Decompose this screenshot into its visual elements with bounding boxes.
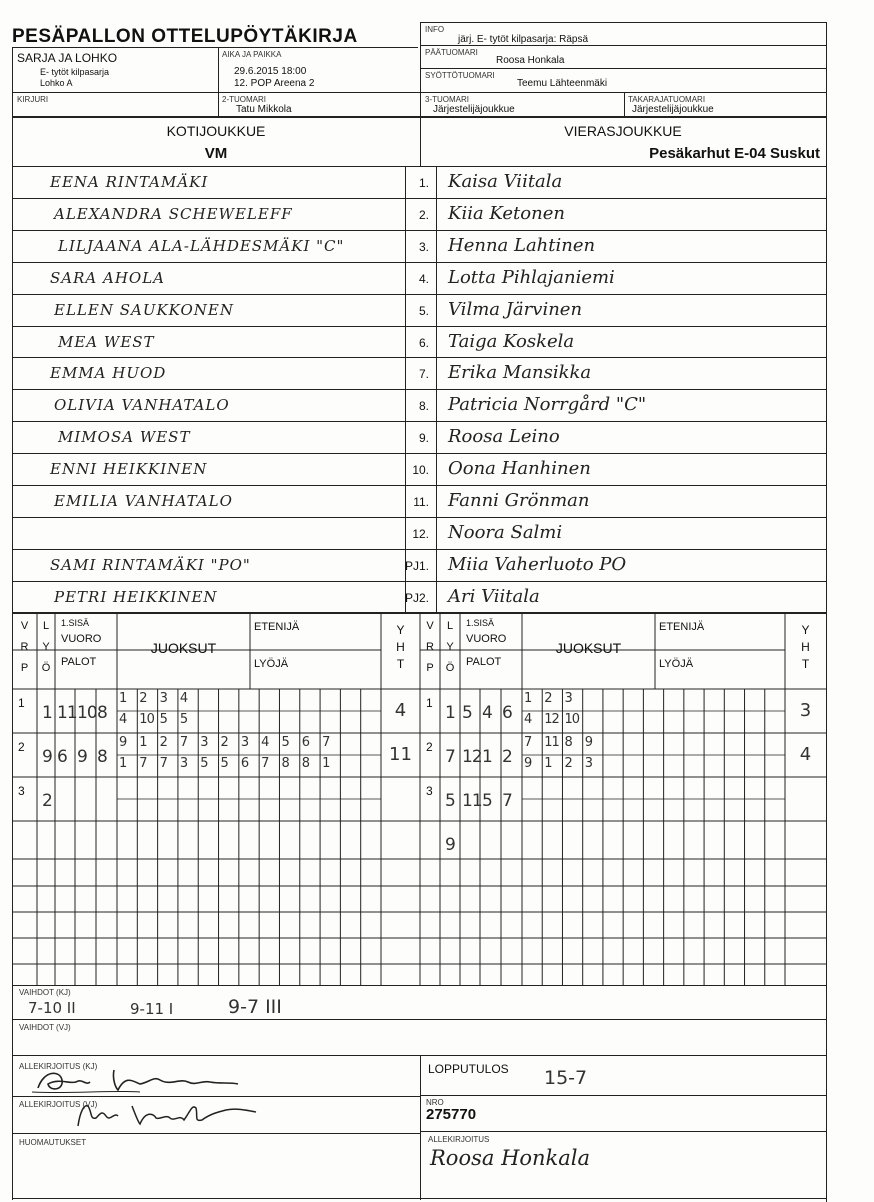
palot-entry: 11 (57, 703, 77, 723)
home-player-name: EMMA HUOD (50, 364, 167, 383)
run-bottom-entry: 10 (564, 712, 579, 727)
run-bottom-entry: 3 (584, 756, 592, 771)
nro-label: NRO (426, 1098, 444, 1107)
run-top-entry: 3 (159, 691, 167, 706)
run-top-entry: 7 (322, 735, 330, 750)
run-bottom-entry: 3 (179, 756, 188, 771)
inside-header: 1.SISÄ (61, 618, 90, 628)
run-top-entry: 11 (544, 735, 559, 750)
row-number: PJ2. (404, 590, 429, 605)
main-umpire-label: PÄÄTUOMARI (425, 48, 478, 57)
sub-entry: 9-11 I (130, 1000, 174, 1018)
home-player-name: ENNI HEIKKINEN (50, 460, 208, 479)
away-player-name: Erika Mansikka (448, 362, 592, 384)
nro-value: 275770 (426, 1106, 477, 1123)
away-player-name: Noora Salmi (448, 521, 563, 543)
sub-entry: 7-10 II (28, 999, 76, 1017)
divider (12, 1133, 420, 1134)
run-top-entry: 9 (119, 735, 127, 750)
away-player-name: Roosa Leino (448, 426, 560, 448)
palot-header: PALOT (466, 656, 502, 668)
lyo-header: L (42, 620, 50, 632)
run-top-entry: 6 (301, 735, 310, 750)
palot-entry: 5 (462, 703, 472, 723)
palot-entry: 6 (502, 703, 512, 723)
away-player-name: Kiia Ketonen (448, 202, 565, 224)
run-top-entry: 2 (544, 691, 552, 706)
run-top-entry: 2 (220, 735, 228, 750)
home-player-name: PETRI HEIKKINEN (54, 587, 218, 606)
yht-header: H (801, 640, 810, 654)
away-player-name: Miia Vaherluoto PO (448, 553, 627, 575)
palot-entry: 9 (77, 747, 87, 767)
back-umpire-value: Järjestelijäjoukkue (632, 104, 714, 115)
away-team-name: Pesäkarhut E-04 Suskut (649, 145, 820, 162)
away-player-name: Oona Hanhinen (448, 458, 591, 480)
away-player-name: Henna Lahtinen (448, 234, 596, 256)
info-value: järj. E- tytöt kilpasarja: Räpsä (458, 34, 589, 45)
palot-entry: 8 (97, 703, 107, 723)
row-number: 2. (418, 207, 429, 222)
back-umpire-label: TAKARAJATUOMARI (628, 95, 706, 104)
run-top-entry: 9 (584, 735, 592, 750)
palot-entry: 5 (482, 791, 492, 811)
away-player-name: Taiga Koskela (448, 330, 575, 352)
signature-away (70, 1098, 290, 1132)
run-bottom-entry: 1 (544, 756, 552, 771)
run-bottom-entry: 7 (261, 756, 269, 771)
sign-away-label: ALLEKIRJOITUS (VJ) (19, 1100, 98, 1109)
run-top-entry: 7 (524, 735, 532, 750)
run-top-entry: 3 (564, 691, 572, 706)
home-team-name: VM (204, 145, 228, 162)
row-number: 5. (418, 303, 429, 318)
row-number: 11. (413, 495, 429, 509)
inning-lyo: 1 (42, 703, 53, 723)
home-team-label: KOTIJOUKKUE (166, 123, 266, 139)
palot-entry: 6 (57, 747, 67, 767)
palot-entry: 7 (502, 791, 512, 811)
away-player-name: Ari Viitala (448, 585, 540, 607)
home-player-name: SAMI RINTAMÄKI "PO" (50, 555, 251, 574)
yht-header: T (396, 657, 405, 671)
row-number: 12. (412, 526, 429, 541)
row-number: 3. (418, 239, 429, 254)
home-player-name: ALEXANDRA SCHEWELEFF (54, 204, 293, 223)
row-number: PJ1. (404, 558, 429, 573)
inning-lyo: 9 (445, 835, 456, 855)
notes-label: HUOMAUTUKSET (19, 1138, 87, 1147)
lyoja-header: LYÖJÄ (659, 658, 694, 670)
away-player-name: Vilma Järvinen (448, 298, 583, 320)
inside-header: 1.SISÄ (466, 618, 495, 628)
umpire3-value: Järjestelijäjoukkue (433, 104, 515, 115)
inning-number: 3 (426, 784, 433, 798)
home-player-name: LILJAANA ALA-LÄHDESMÄKI "C" (58, 236, 345, 255)
umpire2-label: 2-TUOMARI (222, 95, 266, 104)
run-top-entry: 7 (179, 735, 188, 750)
juoksut-header: JUOKSUT (555, 640, 622, 656)
inning-lyo: 5 (445, 791, 456, 811)
form-title: PESÄPALLON OTTELUPÖYTÄKIRJA (12, 26, 358, 47)
palot-entry: 2 (502, 747, 512, 767)
run-top-entry: 3 (240, 735, 249, 750)
divider (12, 1055, 826, 1056)
run-top-entry: 5 (281, 735, 289, 750)
subs-home-label: VAIHDOT (KJ) (19, 988, 71, 997)
sign-home-label: ALLEKIRJOITUS (KJ) (19, 1062, 98, 1071)
run-bottom-entry: 7 (139, 756, 147, 771)
lyoja-header: LYÖJÄ (254, 658, 289, 670)
inning-number: 3 (18, 784, 25, 798)
vrp-header: R (20, 641, 29, 653)
vrp-header: V (20, 620, 29, 632)
scorer-label: KIRJURI (17, 95, 49, 104)
run-bottom-entry: 4 (119, 712, 127, 727)
lyo-header: Y (42, 641, 50, 653)
run-bottom-entry: 5 (200, 756, 208, 771)
run-bottom-entry: 9 (524, 756, 532, 771)
divider (420, 1095, 826, 1096)
time-place-label: AIKA JA PAIKKA (222, 50, 282, 59)
run-top-entry: 2 (159, 735, 167, 750)
run-bottom-entry: 5 (179, 712, 188, 727)
inning-lyo: 1 (445, 703, 456, 723)
yht-header: Y (396, 623, 405, 637)
home-player-name: EENA RINTAMÄKI (50, 173, 209, 191)
yht-header: Y (801, 623, 810, 637)
inning-total: 4 (394, 700, 407, 721)
divider (12, 1019, 826, 1020)
palot-entry: 4 (482, 703, 492, 723)
run-bottom-entry: 12 (544, 712, 559, 727)
series-value-2: Lohko A (40, 78, 73, 88)
home-player-name: MEA WEST (58, 332, 155, 351)
vrp-header: P (20, 662, 29, 674)
row-number: 10. (412, 463, 429, 478)
palot-entry: 1 (482, 747, 492, 767)
run-top-entry: 4 (261, 735, 269, 750)
palot-entry: 10 (77, 703, 97, 723)
inning-number: 1 (426, 696, 433, 710)
away-player-name: Patricia Norrgård "C" (448, 394, 647, 416)
row-number: 1. (418, 176, 429, 190)
sign-label: ALLEKIRJOITUS (428, 1135, 490, 1144)
run-top-entry: 8 (564, 735, 572, 750)
time-place-value-1: 29.6.2015 18:00 (234, 66, 307, 77)
palot-entry: 8 (97, 747, 107, 767)
palot-entry: 11 (462, 791, 482, 811)
run-top-entry: 1 (119, 691, 127, 706)
run-bottom-entry: 2 (564, 756, 572, 771)
run-bottom-entry: 5 (159, 712, 167, 727)
inning-lyo: 2 (42, 791, 53, 811)
vrp-header: R (426, 641, 434, 653)
run-bottom-entry: 8 (301, 756, 310, 771)
inning-total: 4 (799, 744, 812, 765)
row-number: 8. (418, 399, 429, 414)
run-bottom-entry: 6 (240, 756, 249, 771)
run-bottom-entry: 4 (524, 712, 532, 727)
juoksut-header: JUOKSUT (150, 640, 217, 656)
palot-header: PALOT (61, 656, 97, 668)
signature-home (30, 1064, 270, 1096)
home-player-name: OLIVIA VANHATALO (54, 396, 230, 415)
inning-total: 3 (799, 700, 812, 721)
lyo-header: Ö (41, 662, 51, 674)
away-player-name: Lotta Pihlajaniemi (448, 266, 615, 288)
etenija-header: ETENIJÄ (254, 621, 300, 633)
run-bottom-entry: 8 (281, 756, 289, 771)
series-value-1: E- tytöt kilpasarja (40, 67, 110, 77)
umpire3-label: 3-TUOMARI (425, 95, 469, 104)
run-top-entry: 2 (139, 691, 147, 706)
inning-lyo: 7 (445, 747, 456, 767)
umpire2-value: Tatu Mikkola (236, 104, 292, 115)
home-player-name: MIMOSA WEST (58, 428, 191, 447)
run-bottom-entry: 7 (159, 756, 167, 771)
subs-away-label: VAIHDOT (VJ) (19, 1023, 71, 1032)
vrp-header: V (426, 620, 434, 632)
main-umpire-value: Roosa Honkala (496, 55, 565, 66)
lyo-header: Ö (445, 662, 455, 674)
yht-header: T (801, 657, 810, 671)
divider (420, 1131, 826, 1132)
vuoro-header: VUORO (466, 633, 507, 645)
lyo-header: Y (446, 641, 454, 653)
row-number: 6. (418, 335, 429, 350)
inning-number: 2 (18, 740, 25, 754)
divider (12, 1096, 420, 1097)
signature-referee: Roosa Honkala (430, 1146, 591, 1170)
run-bottom-entry: 5 (220, 756, 228, 771)
result-value: 15-7 (544, 1067, 588, 1089)
run-top-entry: 4 (179, 691, 188, 706)
divider (420, 1055, 421, 1200)
yht-header: H (396, 640, 405, 654)
run-top-entry: 1 (139, 735, 147, 750)
run-bottom-entry: 10 (139, 712, 154, 727)
home-player-name: ELLEN SAUKKONEN (54, 300, 234, 319)
run-top-entry: 1 (524, 691, 532, 706)
vuoro-header: VUORO (61, 633, 102, 645)
row-number: 4. (418, 271, 429, 286)
vrp-header: P (426, 662, 434, 674)
info-label: INFO (425, 25, 445, 34)
away-player-name: Fanni Grönman (448, 490, 590, 511)
row-number: 7. (418, 367, 429, 382)
divider (12, 985, 826, 986)
home-player-name: EMILIA VANHATALO (54, 492, 233, 510)
away-team-label: VIERASJOUKKUE (564, 123, 682, 139)
result-label: LOPPUTULOS (428, 1062, 509, 1076)
time-place-value-2: 12. POP Areena 2 (234, 78, 315, 89)
divider (12, 1198, 826, 1199)
inning-lyo: 9 (42, 747, 53, 767)
lyo-header: L (446, 620, 454, 632)
run-bottom-entry: 1 (119, 756, 127, 771)
row-number: 9. (418, 431, 429, 446)
home-player-name: SARA AHOLA (50, 268, 166, 287)
etenija-header: ETENIJÄ (659, 621, 705, 633)
away-player-name: Kaisa Viitala (448, 171, 563, 192)
run-bottom-entry: 1 (322, 756, 330, 771)
pitch-umpire-label: SYÖTTÖTUOMARI (425, 71, 495, 80)
inning-number: 1 (18, 696, 25, 710)
sub-entry: 9-7 III (228, 996, 282, 1018)
series-label: SARJA JA LOHKO (17, 51, 118, 65)
inning-total: 11 (389, 744, 412, 765)
run-top-entry: 3 (200, 735, 208, 750)
pitch-umpire-value: Teemu Lähteenmäki (517, 78, 608, 89)
palot-entry: 12 (462, 747, 482, 767)
inning-number: 2 (426, 740, 433, 754)
